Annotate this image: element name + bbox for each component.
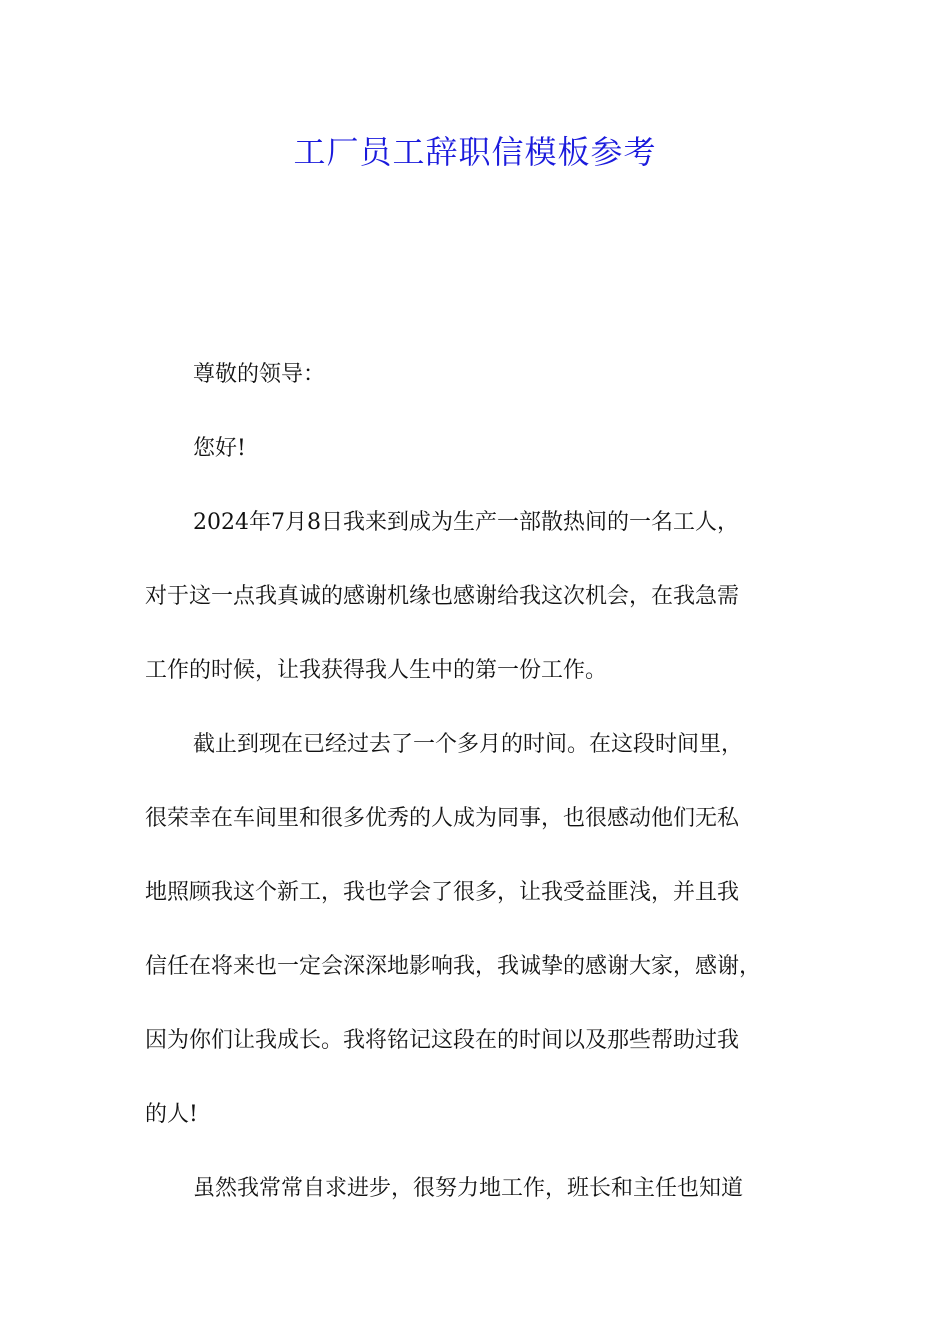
paragraph-line: 的人! [145, 1102, 198, 1127]
paragraph-line: 很荣幸在车间里和很多优秀的人成为同事，也很感动他们无私 [145, 806, 740, 831]
paragraph-line: 对于这一点我真诚的感谢机缘也感谢给我这次机会，在我急需 [145, 584, 740, 609]
paragraph-line: 截止到现在已经过去了一个多月的时间。在这段时间里， [193, 732, 744, 757]
paragraph-line: 工作的时候，让我获得我人生中的第一份工作。 [145, 658, 608, 683]
paragraph-line: 2024年7月8日我来到成为生产一部散热间的一名工人， [193, 510, 739, 535]
paragraph-line: 信任在将来也一定会深深地影响我，我诚挚的感谢大家，感谢， [145, 954, 762, 979]
paragraph-line: 地照顾我这个新工，我也学会了很多，让我受益匪浅，并且我 [145, 880, 740, 905]
salutation: 尊敬的领导： [193, 362, 326, 387]
paragraph-line: 因为你们让我成长。我将铭记这段在的时间以及那些帮助过我 [145, 1028, 740, 1053]
paragraph-line: 虽然我常常自求进步，很努力地工作，班长和主任也知道 [193, 1176, 744, 1201]
document-title: 工厂员工辞职信模板参考 [293, 133, 657, 171]
letter-body [145, 338, 825, 1226]
greeting: 您好! [193, 436, 246, 461]
